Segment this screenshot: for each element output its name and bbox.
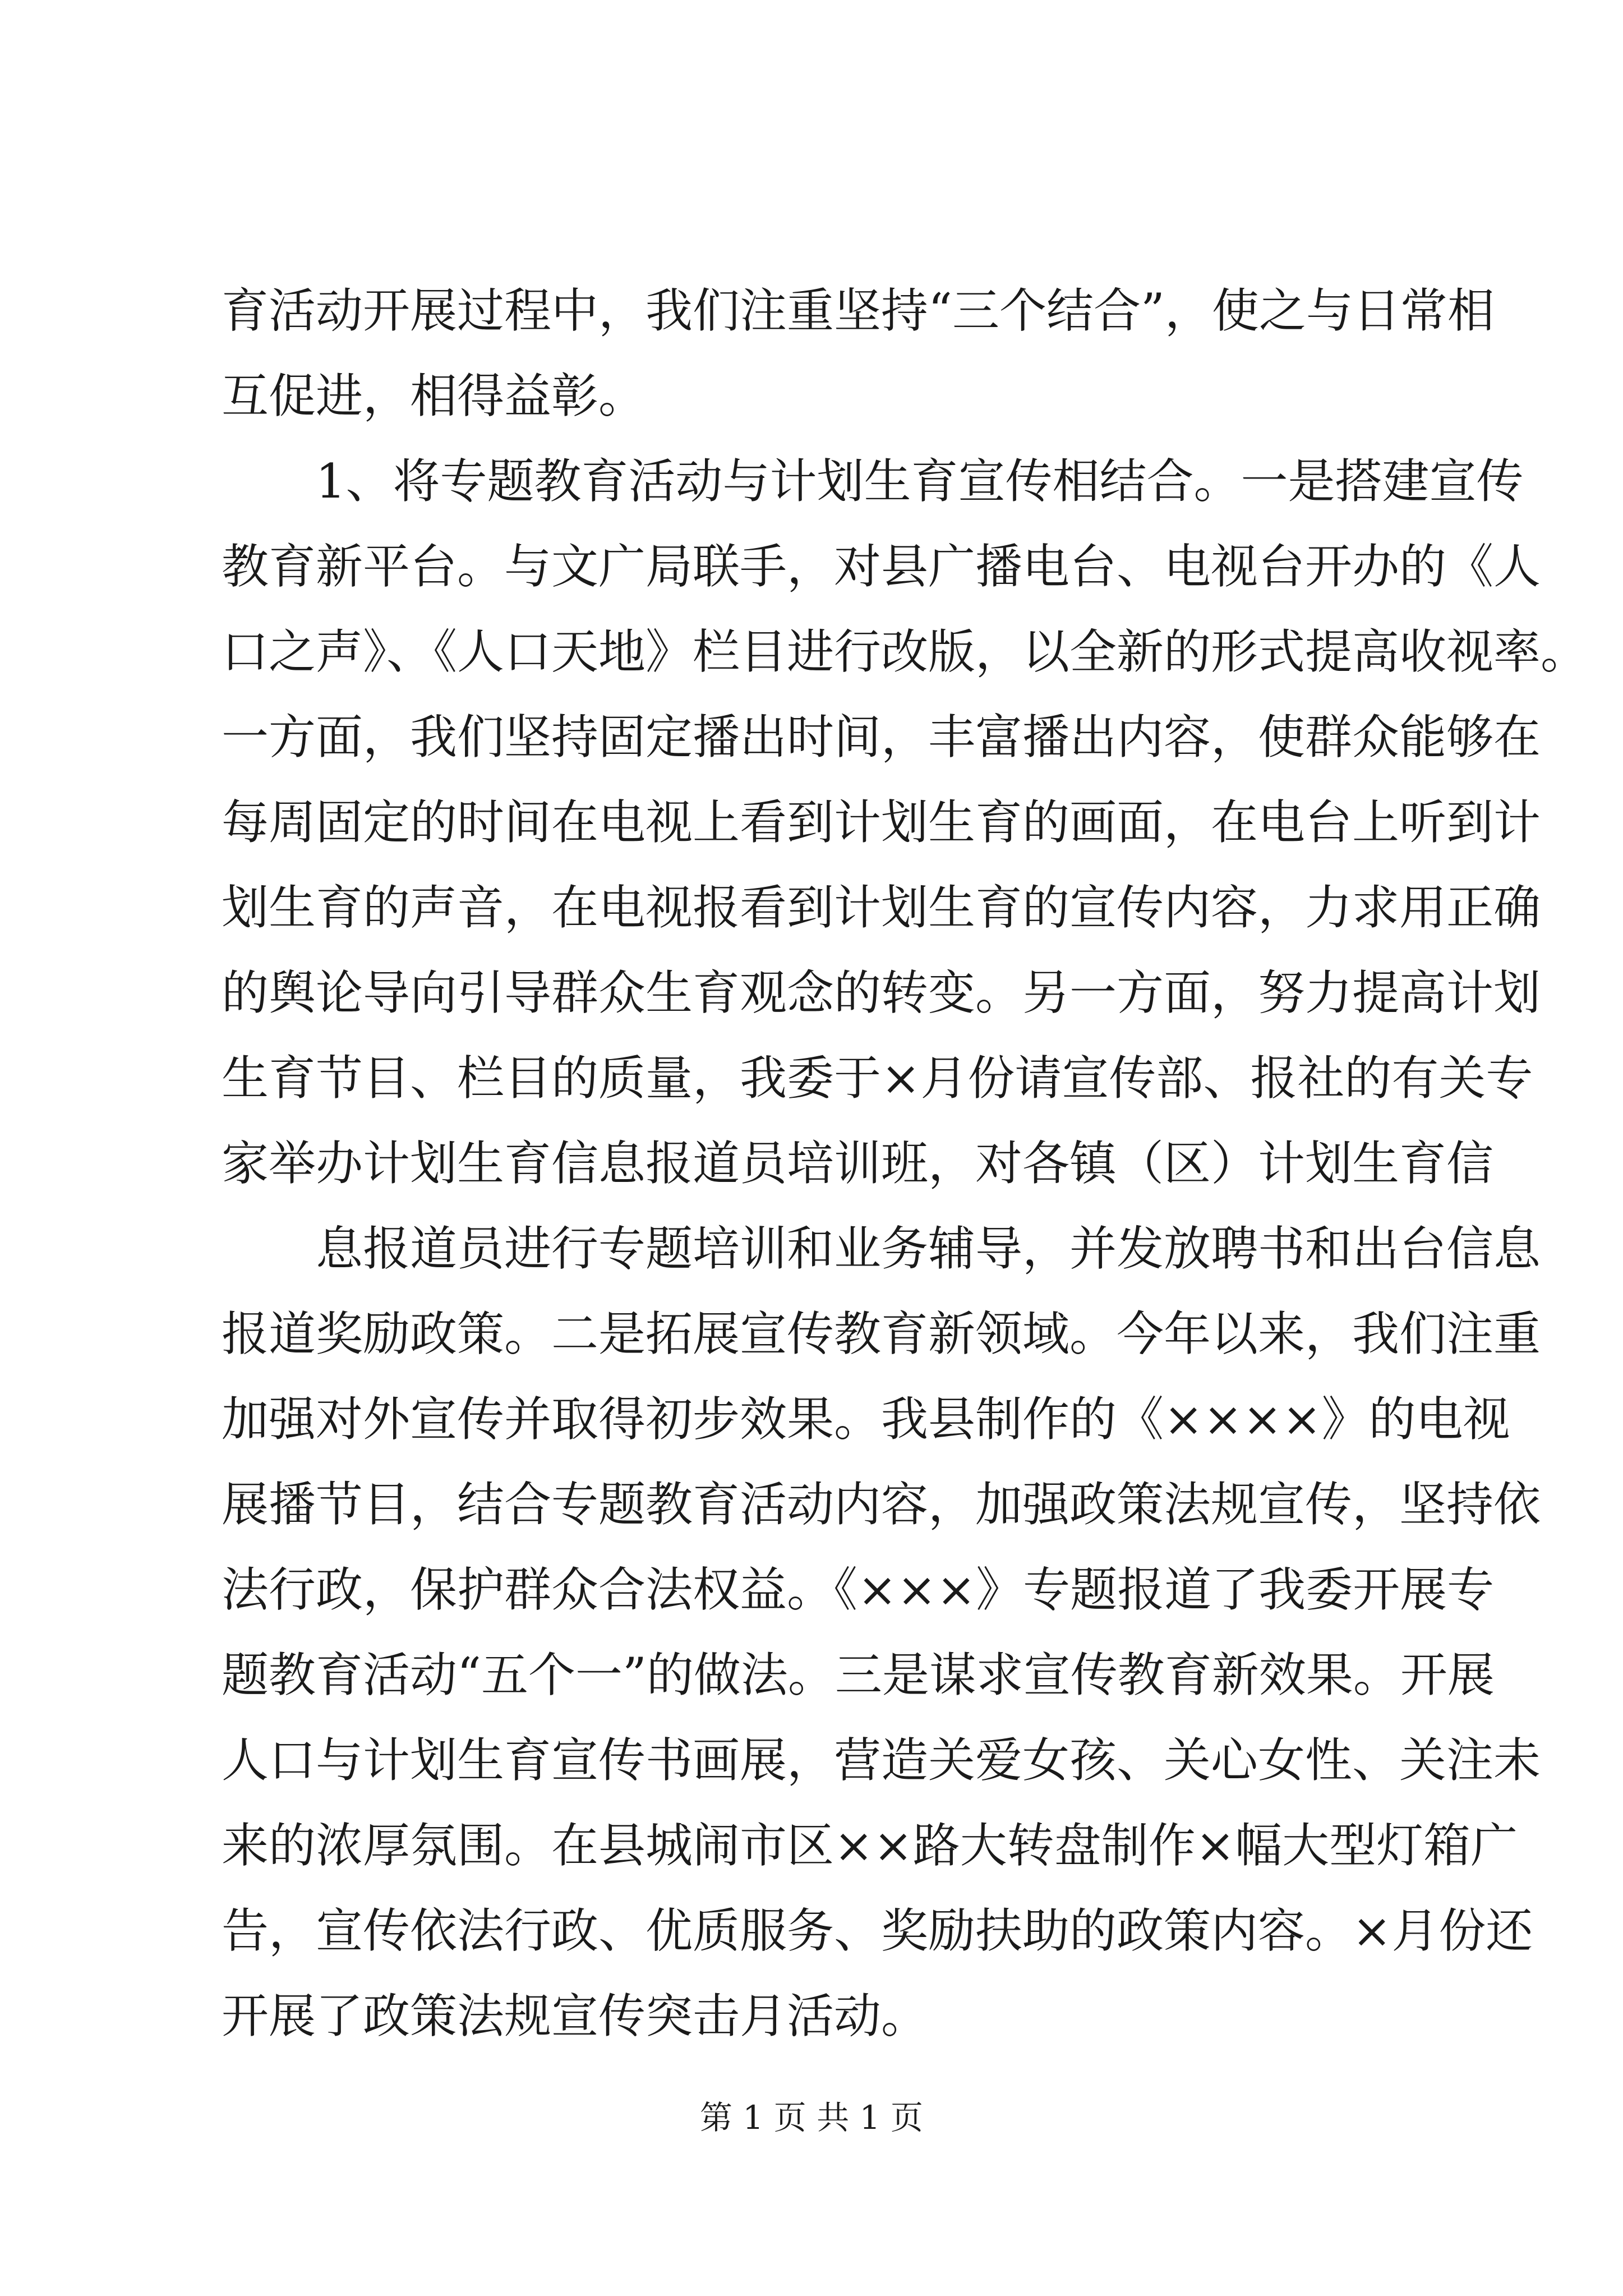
text-line: 题教育活动“五个一”的做法。三是谋求宣传教育新效果。开展 (222, 1648, 1495, 1703)
page-number: 第 1 页 共 1 页 (700, 2099, 923, 2137)
text-line: 每周固定的时间在电视上看到计划生育的画面，在电台上听到计 (222, 795, 1541, 850)
text-line: 法行政，保护群众合法权益。《×××》专题报道了我委开展专 (222, 1562, 1495, 1617)
text-line: 的舆论导向引导群众生育观念的转变。另一方面，努力提高计划 (222, 965, 1541, 1020)
text-line: 划生育的声音，在电视报看到计划生育的宣传内容，力求用正确 (222, 880, 1541, 935)
text-line: 加强对外宣传并取得初步效果。我县制作的《××××》的电视 (222, 1392, 1510, 1447)
text-line: 展播节目，结合专题教育活动内容，加强政策法规宣传，坚持依 (222, 1477, 1541, 1532)
text-line: 育活动开展过程中，我们注重坚持“三个结合”，使之与日常相 (222, 283, 1495, 338)
text-line: 告，宣传依法行政、优质服务、奖励扶助的政策内容。×月份还 (222, 1903, 1533, 1958)
text-line: 教育新平台。与文广局联手，对县广播电台、电视台开办的《人 (222, 539, 1541, 594)
text-line: 家举办计划生育信息报道员培训班，对各镇（区）计划生育信 (222, 1136, 1494, 1191)
text-line: 口之声》、《人口天地》栏目进行改版，以全新的形式提高收视率。 (222, 624, 1588, 679)
body-text (222, 268, 1588, 2059)
text-line: 开展了政策法规宣传突击月活动。 (222, 1989, 929, 2044)
text-line: 息报道员进行专题培训和业务辅导，并发放聘书和出台信息 (316, 1221, 1541, 1276)
text-line: 人口与计划生育宣传书画展，营造关爱女孩、关心女性、关注未 (222, 1733, 1541, 1788)
text-line: 生育节目、栏目的质量，我委于×月份请宣传部、报社的有关专 (222, 1051, 1533, 1106)
text-line: 报道奖励政策。二是拓展宣传教育新领域。今年以来，我们注重 (222, 1306, 1541, 1361)
text-line: 来的浓厚氛围。在县城闹市区××路大转盘制作×幅大型灯箱广 (222, 1818, 1518, 1873)
text-line: 一方面，我们坚持固定播出时间，丰富播出内容，使群众能够在 (222, 710, 1541, 765)
text-line: 1、将专题教育活动与计划生育宣传相结合。一是搭建宣传 (316, 454, 1524, 509)
text-line: 互促进，相得益彰。 (222, 369, 646, 424)
